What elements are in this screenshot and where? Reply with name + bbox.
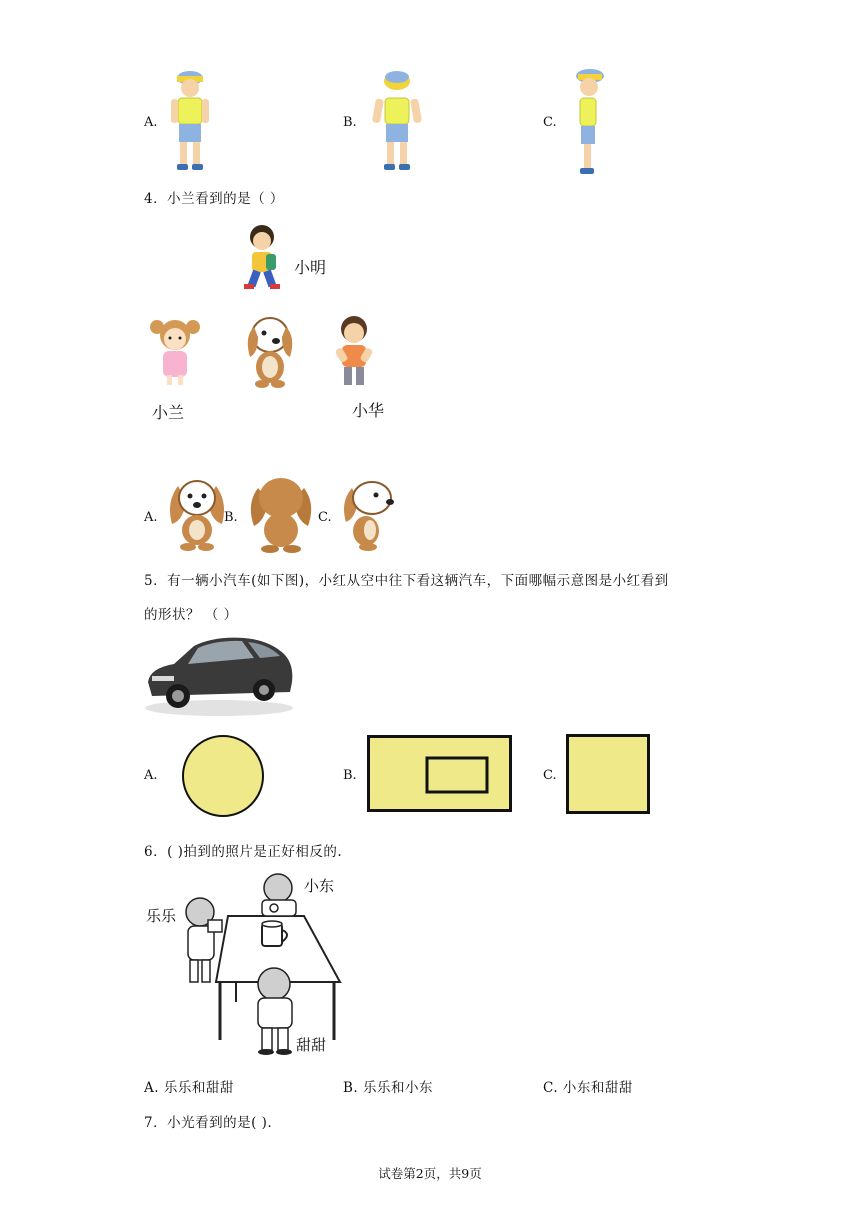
- q4-option-b-label: B.: [224, 510, 238, 525]
- q6-table-scene-image: [170, 870, 350, 1060]
- q7-stem: 7．小光看到的是( ).: [144, 1115, 273, 1131]
- q5-car-image: [144, 630, 294, 716]
- circle-shape: [183, 736, 263, 816]
- q5-option-a-circle-shape: [182, 735, 266, 819]
- q4-option-c-label: C.: [318, 510, 332, 525]
- q4-option-c-dog-side-image: [338, 476, 398, 552]
- q3-option-a-boy-front-image: [165, 68, 215, 174]
- q5-stem-line2: 的形状？ （ ）: [144, 607, 238, 623]
- q6-stem: 6．( )拍到的照片是正好相反的.: [144, 844, 343, 860]
- q5-option-c-label: C.: [543, 768, 557, 783]
- q4-label-xiaohua: 小华: [352, 401, 385, 420]
- page-footer: 试卷第2页，共9页: [378, 1166, 482, 1181]
- q5-option-a-label: A.: [144, 768, 158, 783]
- q4-xiaohua-image: [330, 313, 378, 389]
- q4-xiaolan-image: [147, 315, 203, 387]
- q4-dog-center-image: [240, 313, 300, 389]
- q3-option-c-boy-side-image: [568, 66, 608, 176]
- q3-option-c-label: C.: [543, 115, 557, 130]
- q3-option-a-label: A.: [144, 115, 158, 130]
- q5-option-b-label: B.: [343, 768, 357, 783]
- q6-label-xiaodong: 小东: [304, 877, 335, 895]
- q6-option-b: B. 乐乐和小东: [343, 1080, 434, 1096]
- q4-stem: 4．小兰看到的是（ ）: [144, 191, 284, 207]
- q6-label-lele: 乐乐: [146, 907, 177, 925]
- q3-option-b-boy-back-image: [370, 68, 424, 174]
- q4-option-a-dog-front-image: [166, 476, 228, 552]
- q4-option-a-label: A.: [144, 510, 158, 525]
- q6-option-a: A. 乐乐和甜甜: [144, 1080, 234, 1096]
- q6-option-c: C. 小东和甜甜: [543, 1080, 633, 1096]
- q3-option-b-label: B.: [343, 115, 357, 130]
- q4-label-xiaolan: 小兰: [152, 403, 185, 422]
- q6-label-tiantian: 甜甜: [296, 1036, 327, 1054]
- q4-label-xiaoming: 小明: [294, 258, 327, 277]
- q5-option-b-rectangle-shape: [367, 735, 513, 813]
- q4-xiaoming-image: [240, 222, 282, 294]
- q5-stem-line1: 5．有一辆小汽车(如下图)，小红从空中往下看这辆汽车，下面哪幅示意图是小红看到: [144, 573, 669, 589]
- q5-option-c-square-shape: [566, 734, 650, 814]
- q4-option-b-dog-back-image: [246, 474, 316, 554]
